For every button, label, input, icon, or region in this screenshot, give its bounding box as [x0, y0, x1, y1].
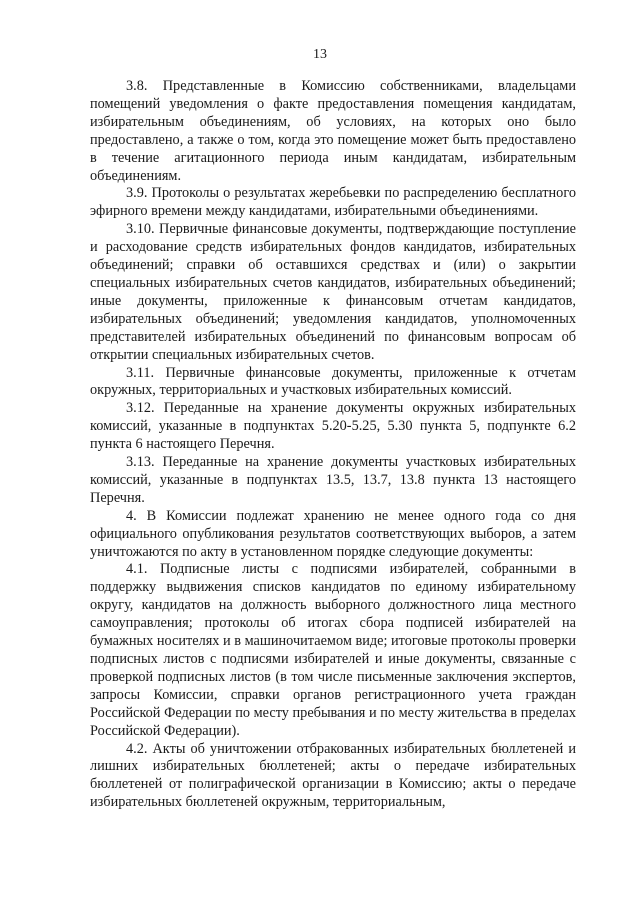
paragraph-3-8: 3.8. Представленные в Комиссию собственниками, владельцами помещений уведомления о факте предоставления помещения кандидатам, избирательным объединениям, об условиях, на которых оно было предоставлено, а также о том, когда это помещение может быть предоставлено в течение агитационного периода иным кандидатам, избирательным объединениям. [90, 78, 576, 184]
paragraph-4-1: 4.1. Подписные листы с подписями избирателей, собранными в поддержку выдвижения списков кандидатов по единому избирательному округу, кандидатов на должность выборного должностного лица местного самоуправления; протоколы об итогах сбора подписей избирателей на бумажных носителях и в машиночитаемом виде; итоговые протоколы проверки подписных листов с подписями избирателей и иные документы, связанные с проверкой подписных листов (в том числе письменные заключения экспертов, запросы Комиссии, справки органов регистрационного учета граждан Российской Федерации по месту пребывания и по месту жительства в пределах Российской Федерации). [90, 561, 576, 739]
paragraph-4-2: 4.2. Акты об уничтожении отбракованных избирательных бюллетеней и лишних избирательных бюллетеней; акты о передаче избирательных бюллетеней от полиграфической организации в Комиссию; акты о передаче избирательных бюллетеней окружным, территориальным, [90, 740, 576, 811]
page-number: 13 [313, 47, 327, 62]
paragraph-3-12: 3.12. Переданные на хранение документы окружных избирательных комиссий, указанные в подпунктах 5.20-5.25, 5.30 пункта 5, подпункте 6.2 пункта 6 настоящего Перечня. [90, 400, 576, 453]
paragraph-4: 4. В Комиссии подлежат хранению не менее одного года со дня официального опубликования результатов соответствующих выборов, а затем уничтожаются по акту в установленном порядке следующие документы: [90, 507, 576, 560]
paragraph-3-10: 3.10. Первичные финансовые документы, подтверждающие поступление и расходование средств избирательных фондов кандидатов, избирательных объединений; справки об оставшихся средствах и (или) о закрытии специальных избирательных счетов кандидатов, избирательных объединений; иные документы, приложенные к финансовым отчетам кандидатов, избирательных объединений; уведомления кандидатов, уполномоченных представителей избирательных объединений по финансовым вопросам об открытии специальных избирательных счетов. [90, 221, 576, 363]
paragraph-3-13: 3.13. Переданные на хранение документы участковых избирательных комиссий, указанные в подпунктах 13.5, 13.7, 13.8 пункта 13 настоящего Перечня. [90, 454, 576, 506]
paragraph-3-11: 3.11. Первичные финансовые документы, приложенные к отчетам окружных, территориальных и участковых избирательных комиссий. [90, 364, 576, 399]
document-body [90, 78, 576, 812]
paragraph-3-9: 3.9. Протоколы о результатах жеребьевки по распределению бесплатного эфирного времени между кандидатами, избирательными объединениями. [90, 185, 576, 220]
